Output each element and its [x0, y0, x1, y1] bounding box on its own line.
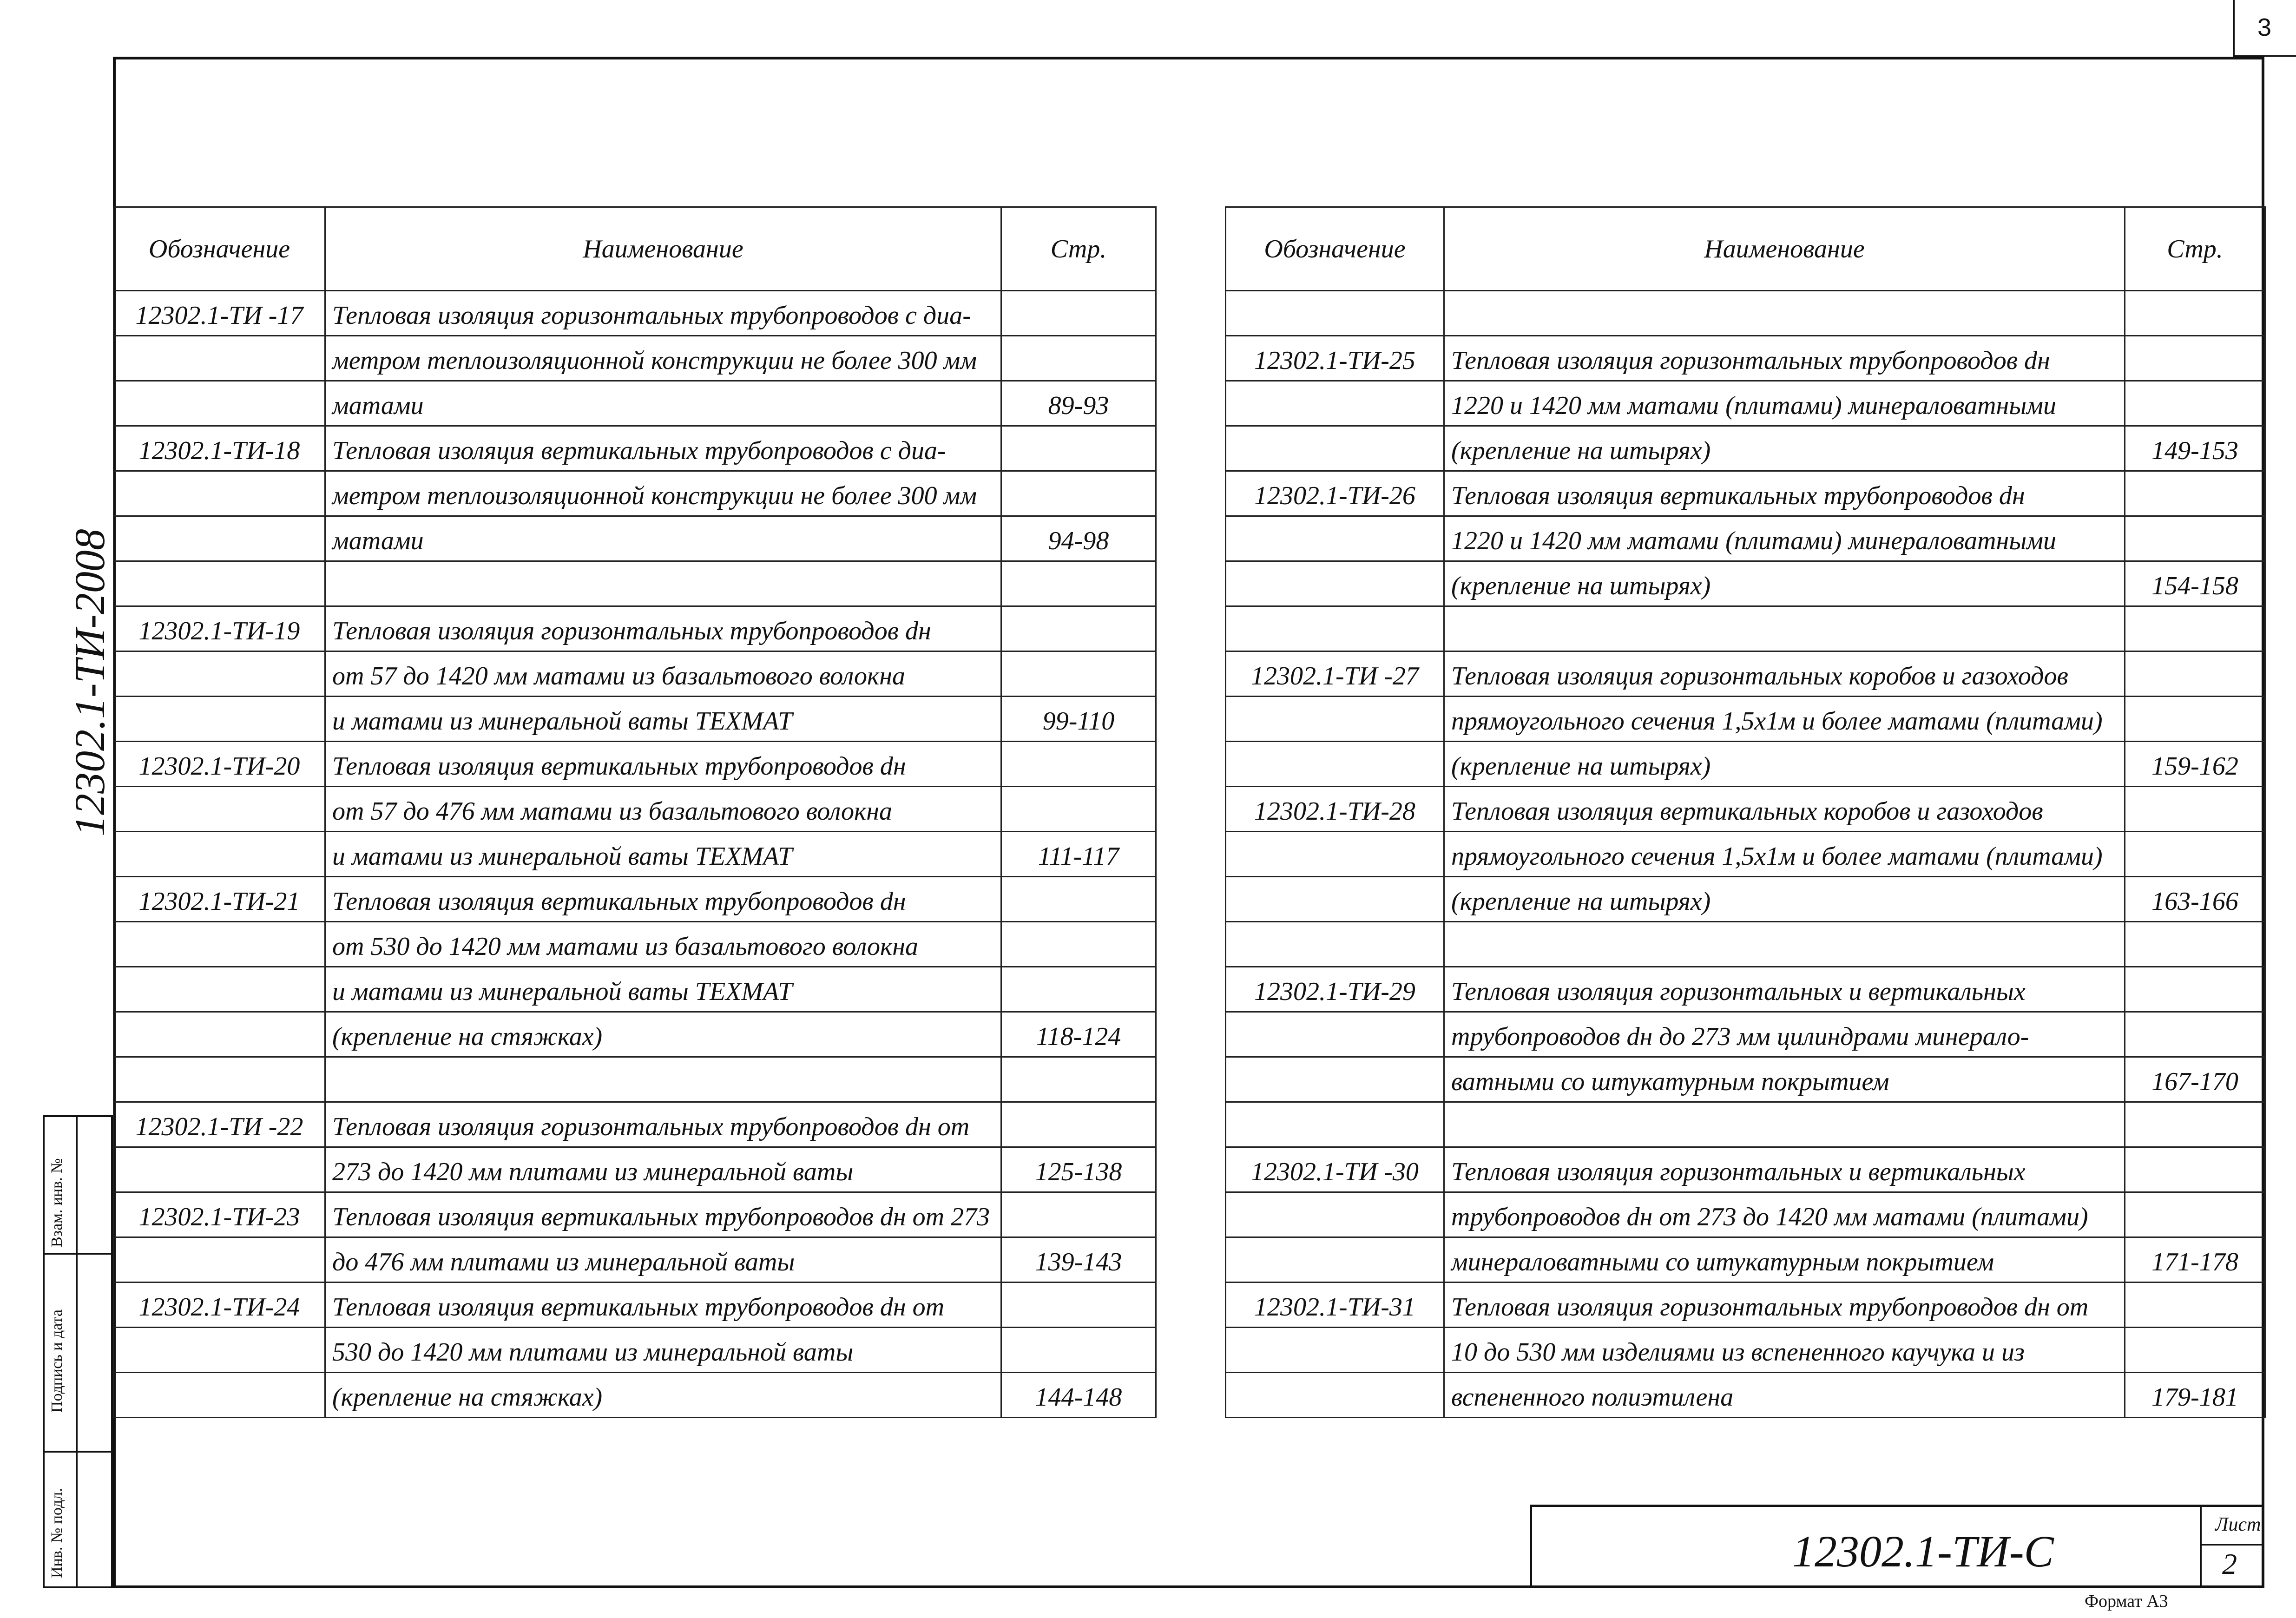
row-code: 12302.1-ТИ -17: [114, 291, 325, 336]
row-name: 1220 и 1420 мм матами (плитами) минераловатными: [1444, 516, 2125, 561]
table-row: [1226, 1373, 2265, 1418]
table-row: [1226, 832, 2265, 877]
row-page: [1001, 606, 1156, 651]
row-name: Тепловая изоляция горизонтальных трубопроводов dн от: [1444, 1283, 2125, 1328]
row-page: [2125, 1192, 2265, 1237]
row-name: Тепловая изоляция вертикальных трубопроводов dн от: [325, 1283, 1001, 1328]
header-name: Наименование: [1444, 207, 2125, 291]
table-row: [114, 832, 1156, 877]
table-row: [1226, 1057, 2265, 1102]
row-code: 12302.1-ТИ -22: [114, 1102, 325, 1147]
table-row: [1226, 922, 2265, 967]
row-code: [114, 922, 325, 967]
table-row: [114, 1237, 1156, 1283]
row-page: [2125, 697, 2265, 742]
row-name: Тепловая изоляция вертикальных трубопроводов dн: [1444, 471, 2125, 516]
row-code: 12302.1-ТИ -30: [1226, 1147, 1444, 1192]
row-page: 154-158: [2125, 561, 2265, 606]
table-row: [114, 381, 1156, 426]
row-name: матами: [325, 381, 1001, 426]
row-code: [114, 787, 325, 832]
row-name: [1444, 922, 2125, 967]
row-name: [1444, 606, 2125, 651]
row-name: минераловатными со штукатурным покрытием: [1444, 1237, 2125, 1283]
row-page: [2125, 381, 2265, 426]
table-row: [114, 516, 1156, 561]
row-page: [1001, 561, 1156, 606]
row-page: [2125, 606, 2265, 651]
row-page: [2125, 1283, 2265, 1328]
row-name: 273 до 1420 мм плитами из минеральной ваты: [325, 1147, 1001, 1192]
row-code: 12302.1-ТИ-23: [114, 1192, 325, 1237]
row-code: [1226, 1373, 1444, 1418]
row-page: [2125, 651, 2265, 697]
table-row: [114, 697, 1156, 742]
row-code: 12302.1-ТИ-18: [114, 426, 325, 471]
row-name: Тепловая изоляция вертикальных трубопроводов dн: [325, 742, 1001, 787]
row-page: [2125, 1328, 2265, 1373]
row-code: [114, 381, 325, 426]
row-page: 125-138: [1001, 1147, 1156, 1192]
row-code: [1226, 426, 1444, 471]
row-code: 12302.1-ТИ-24: [114, 1283, 325, 1328]
row-page: [1001, 651, 1156, 697]
row-page: [1001, 967, 1156, 1012]
table-row: [1226, 1283, 2265, 1328]
row-name: Тепловая изоляция вертикальных коробов и газоходов: [1444, 787, 2125, 832]
table-row: [1226, 606, 2265, 651]
row-page: [1001, 1192, 1156, 1237]
row-code: [1226, 1012, 1444, 1057]
stamp-podpis: [43, 1253, 113, 1453]
row-page: 99-110: [1001, 697, 1156, 742]
row-code: [114, 1373, 325, 1418]
row-code: [114, 561, 325, 606]
row-page: [1001, 291, 1156, 336]
row-code: 12302.1-ТИ-19: [114, 606, 325, 651]
row-name: от 57 до 1420 мм матами из базальтового волокна: [325, 651, 1001, 697]
row-name: 1220 и 1420 мм матами (плитами) минераловатными: [1444, 381, 2125, 426]
table-row: [114, 742, 1156, 787]
row-code: [1226, 606, 1444, 651]
row-page: [2125, 516, 2265, 561]
row-code: 12302.1-ТИ-25: [1226, 336, 1444, 381]
row-name: [1444, 291, 2125, 336]
row-name: Тепловая изоляция горизонтальных и вертикальных: [1444, 967, 2125, 1012]
row-name: трубопроводов dн от 273 до 1420 мм матами (плитами): [1444, 1192, 2125, 1237]
row-name: метром теплоизоляционной конструкции не более 300 мм: [325, 471, 1001, 516]
row-name: Тепловая изоляция горизонтальных коробов и газоходов: [1444, 651, 2125, 697]
row-name: и матами из минеральной ваты ТЕХМАТ: [325, 832, 1001, 877]
header-code: Обозначение: [114, 207, 325, 291]
row-code: [1226, 1102, 1444, 1147]
row-page: [2125, 336, 2265, 381]
table-row: [1226, 1192, 2265, 1237]
row-page: 163-166: [2125, 877, 2265, 922]
corner-number: 3: [2257, 13, 2272, 41]
format-label: Формат А3: [2085, 1592, 2168, 1611]
row-page: 159-162: [2125, 742, 2265, 787]
row-page: [1001, 426, 1156, 471]
row-code: 12302.1-ТИ-26: [1226, 471, 1444, 516]
row-page: [1001, 787, 1156, 832]
row-code: 12302.1-ТИ-28: [1226, 787, 1444, 832]
table-row: [114, 336, 1156, 381]
row-page: 111-117: [1001, 832, 1156, 877]
stamp-podpis-label: Подпись и дата: [48, 1309, 66, 1413]
row-code: 12302.1-ТИ-21: [114, 877, 325, 922]
row-code: [114, 1237, 325, 1283]
stamp-inv-label: Инв. № подл.: [48, 1488, 66, 1578]
table-row: [114, 291, 1156, 336]
row-name: (крепление на штырях): [1444, 426, 2125, 471]
row-name: 530 до 1420 мм плитами из минеральной ваты: [325, 1328, 1001, 1373]
row-name: и матами из минеральной ваты ТЕХМАТ: [325, 697, 1001, 742]
table-row: [114, 561, 1156, 606]
stamp-vzam: [43, 1115, 113, 1255]
row-name: Тепловая изоляция горизонтальных трубопроводов dн от: [325, 1102, 1001, 1147]
row-page: [1001, 1057, 1156, 1102]
row-name: Тепловая изоляция вертикальных трубопроводов с диа-: [325, 426, 1001, 471]
row-code: [1226, 1237, 1444, 1283]
row-name: ватными со штукатурным покрытием: [1444, 1057, 2125, 1102]
row-code: [1226, 742, 1444, 787]
row-page: 94-98: [1001, 516, 1156, 561]
row-name: вспененного полиэтилена: [1444, 1373, 2125, 1418]
header-name: Наименование: [325, 207, 1001, 291]
row-code: [1226, 381, 1444, 426]
row-code: [1226, 1328, 1444, 1373]
row-page: [2125, 471, 2265, 516]
row-name: (крепление на стяжках): [325, 1373, 1001, 1418]
row-page: [1001, 742, 1156, 787]
row-name: 10 до 530 мм изделиями из вспененного каучука и из: [1444, 1328, 2125, 1373]
table-row: [1226, 381, 2265, 426]
row-page: 149-153: [2125, 426, 2265, 471]
row-code: 12302.1-ТИ-31: [1226, 1283, 1444, 1328]
table-header-row: [1226, 207, 2265, 291]
table-row: [114, 1102, 1156, 1147]
row-code: [1226, 1192, 1444, 1237]
table-row: [1226, 561, 2265, 606]
table-row: [1226, 697, 2265, 742]
row-code: [114, 336, 325, 381]
table-row: [1226, 787, 2265, 832]
row-name: метром теплоизоляционной конструкции не более 300 мм: [325, 336, 1001, 381]
row-code: [114, 697, 325, 742]
row-code: [1226, 877, 1444, 922]
table-row: [1226, 426, 2265, 471]
stamp-vzam-label: Взам. инв. №: [48, 1158, 66, 1247]
row-page: [2125, 291, 2265, 336]
row-name: (крепление на стяжках): [325, 1012, 1001, 1057]
row-page: [2125, 922, 2265, 967]
row-name: (крепление на штырях): [1444, 877, 2125, 922]
table-row: [114, 787, 1156, 832]
row-name: прямоугольного сечения 1,5х1м и более матами (плитами): [1444, 697, 2125, 742]
row-page: 89-93: [1001, 381, 1156, 426]
row-code: [1226, 832, 1444, 877]
row-code: [114, 832, 325, 877]
row-page: 118-124: [1001, 1012, 1156, 1057]
row-code: [1226, 697, 1444, 742]
row-page: [2125, 787, 2265, 832]
table-row: [114, 1192, 1156, 1237]
row-page: [2125, 832, 2265, 877]
row-name: и матами из минеральной ваты ТЕХМАТ: [325, 967, 1001, 1012]
header-code: Обозначение: [1226, 207, 1444, 291]
table-row: [1226, 291, 2265, 336]
table-row: [114, 877, 1156, 922]
table-row: [114, 1012, 1156, 1057]
row-name: Тепловая изоляция горизонтальных и вертикальных: [1444, 1147, 2125, 1192]
table-row: [1226, 1328, 2265, 1373]
table-row: [1226, 516, 2265, 561]
row-page: 171-178: [2125, 1237, 2265, 1283]
row-code: [1226, 561, 1444, 606]
table-row: [1226, 336, 2265, 381]
sheet-label: Лист: [2215, 1514, 2261, 1535]
row-name: (крепление на штырях): [1444, 561, 2125, 606]
table-row: [114, 1057, 1156, 1102]
row-name: прямоугольного сечения 1,5х1м и более матами (плитами): [1444, 832, 2125, 877]
row-page: [1001, 1283, 1156, 1328]
row-page: 139-143: [1001, 1237, 1156, 1283]
row-name: (крепление на штырях): [1444, 742, 2125, 787]
row-code: [1226, 291, 1444, 336]
row-page: [1001, 877, 1156, 922]
row-code: 12302.1-ТИ-29: [1226, 967, 1444, 1012]
row-page: [2125, 967, 2265, 1012]
title-block-code: 12302.1-ТИ-С: [1792, 1526, 2054, 1576]
table-row: [1226, 1237, 2265, 1283]
table-row: [1226, 742, 2265, 787]
row-name: Тепловая изоляция вертикальных трубопроводов dн от 273: [325, 1192, 1001, 1237]
table-row: [114, 922, 1156, 967]
table-row: [1226, 471, 2265, 516]
stamp-inv: [43, 1451, 113, 1588]
row-page: [1001, 1102, 1156, 1147]
table-row: [114, 1147, 1156, 1192]
table-row: [114, 426, 1156, 471]
left-spec-table: [113, 206, 1157, 1418]
row-page: 144-148: [1001, 1373, 1156, 1418]
row-code: [114, 1147, 325, 1192]
row-code: [1226, 516, 1444, 561]
row-code: [114, 1057, 325, 1102]
row-page: [1001, 336, 1156, 381]
row-name: трубопроводов dн до 273 мм цилиндрами минерало-: [1444, 1012, 2125, 1057]
row-name: от 57 до 476 мм матами из базальтового волокна: [325, 787, 1001, 832]
row-name: [325, 561, 1001, 606]
table-row: [114, 651, 1156, 697]
row-code: [1226, 922, 1444, 967]
right-spec-table: [1225, 206, 2266, 1418]
table-row: [1226, 1147, 2265, 1192]
table-row: [114, 967, 1156, 1012]
title-block: [1530, 1505, 2264, 1588]
row-name: от 530 до 1420 мм матами из базальтового волокна: [325, 922, 1001, 967]
row-name: [325, 1057, 1001, 1102]
row-name: Тепловая изоляция вертикальных трубопроводов dн: [325, 877, 1001, 922]
row-page: [2125, 1102, 2265, 1147]
row-page: [2125, 1147, 2265, 1192]
sheet-number: 2: [2222, 1547, 2237, 1580]
row-name: Тепловая изоляция горизонтальных трубопроводов dн: [325, 606, 1001, 651]
row-code: 12302.1-ТИ-20: [114, 742, 325, 787]
table-row: [114, 606, 1156, 651]
row-name: до 476 мм плитами из минеральной ваты: [325, 1237, 1001, 1283]
row-page: 167-170: [2125, 1057, 2265, 1102]
row-name: Тепловая изоляция горизонтальных трубопроводов с диа-: [325, 291, 1001, 336]
vertical-document-title: 12302.1-ТИ-2008: [66, 529, 113, 836]
row-code: [114, 516, 325, 561]
row-code: [1226, 1057, 1444, 1102]
row-code: [114, 967, 325, 1012]
table-row: [1226, 877, 2265, 922]
table-row: [114, 1328, 1156, 1373]
row-page: [1001, 1328, 1156, 1373]
table-row: [114, 1283, 1156, 1328]
row-page: [1001, 922, 1156, 967]
row-page: [2125, 1012, 2265, 1057]
row-code: [114, 1012, 325, 1057]
table-row: [1226, 651, 2265, 697]
table-row: [114, 471, 1156, 516]
row-code: [114, 651, 325, 697]
row-page: 179-181: [2125, 1373, 2265, 1418]
row-code: [114, 1328, 325, 1373]
row-name: Тепловая изоляция горизонтальных трубопроводов dн: [1444, 336, 2125, 381]
row-name: [1444, 1102, 2125, 1147]
row-page: [1001, 471, 1156, 516]
table-header-row: [114, 207, 1156, 291]
row-code: 12302.1-ТИ -27: [1226, 651, 1444, 697]
header-page: Стр.: [1001, 207, 1156, 291]
row-code: [114, 471, 325, 516]
table-row: [1226, 1012, 2265, 1057]
row-name: матами: [325, 516, 1001, 561]
header-page: Стр.: [2125, 207, 2265, 291]
table-row: [1226, 967, 2265, 1012]
table-row: [1226, 1102, 2265, 1147]
table-row: [114, 1373, 1156, 1418]
